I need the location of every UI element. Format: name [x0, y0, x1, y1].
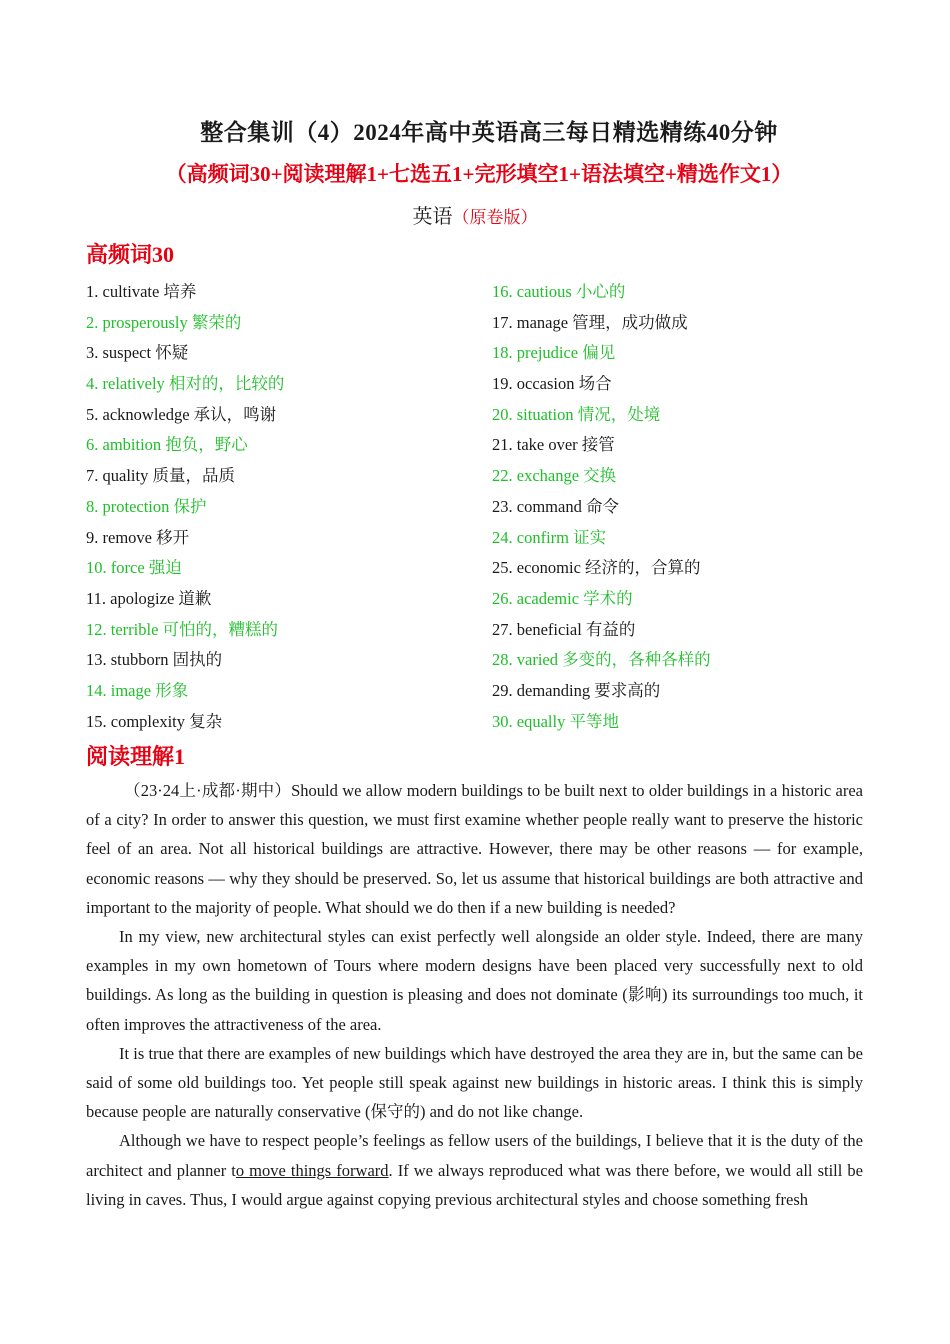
vocab-row [86, 642, 866, 673]
vocab-item: 30. equally 平等地 [492, 711, 619, 731]
vocab-item: 3. suspect 怀疑 [86, 343, 189, 363]
vocab-item: 21. take over 接管 [492, 435, 615, 455]
reading-heading: 阅读理解1 [86, 744, 186, 769]
vocab-item: 28. varied 多变的，各种各样的 [492, 650, 711, 670]
vocab-item: 17. manage 管理，成功做成 [492, 312, 688, 332]
vocab-item: 6. ambition 抱负，野心 [86, 435, 248, 455]
reading-passage [86, 776, 863, 1214]
vocab-row [86, 704, 866, 735]
vocab-row [86, 489, 866, 520]
vocab-item: 5. acknowledge 承认，鸣谢 [86, 404, 277, 424]
edition-label: （原卷版） [452, 208, 538, 227]
vocab-item: 9. remove 移开 [86, 527, 190, 547]
vocab-item: 20. situation 情况，处境 [492, 404, 661, 424]
vocab-item: 22. exchange 交换 [492, 466, 617, 486]
page-title: 整合集训（4）2024年高中英语高三每日精选精练40分钟 [200, 120, 778, 145]
vocab-item: 16. cautious 小心的 [492, 282, 626, 301]
vocab-item: 7. quality 质量，品质 [86, 466, 235, 486]
vocab-row [86, 673, 866, 704]
vocab-row [86, 397, 866, 428]
vocab-item: 27. beneficial 有益的 [492, 619, 636, 639]
vocab-item: 2. prosperously 繁荣的 [86, 312, 242, 332]
subject-label: 英语 [412, 206, 453, 228]
vocab-item: 15. complexity 复杂 [86, 711, 223, 731]
vocab-item: 11. apologize 道歉 [86, 588, 212, 608]
vocab-item: 14. image 形象 [86, 680, 189, 700]
vocab-row [86, 427, 866, 458]
vocab-item: 8. protection 保护 [86, 496, 207, 516]
vocab-item: 10. force 强迫 [86, 558, 182, 578]
paragraph-4 [86, 1126, 863, 1214]
vocab-row [86, 550, 866, 581]
vocab-item: 24. confirm 证实 [492, 527, 607, 547]
vocab-row [86, 366, 866, 397]
vocab-row [86, 581, 866, 612]
subject-line [0, 200, 950, 229]
vocab-heading: 高频词30 [86, 242, 175, 267]
vocab-item: 4. relatively 相对的，比较的 [86, 374, 285, 394]
vocab-item: 13. stubborn 固执的 [86, 650, 223, 670]
vocab-row [86, 458, 866, 489]
vocab-row [86, 274, 866, 305]
vocab-item: 29. demanding 要求高的 [492, 680, 661, 700]
vocab-row [86, 305, 866, 336]
paragraph-2: In my view, new architectural styles can exist perfectly well alongside an older style. Indeed, there are many examples in my own hometown of Tours where modern designs have been placed very successfully next to old buildings. As long as the building in question is pleasing and does not dominate (影响) its surroundings too much, it often improves the attractiveness of the area. [86, 927, 863, 1034]
paragraph-3: It is true that there are examples of new buildings which have destroyed the area they are in, but the same can be said of some old buildings too. Yet people still speak against new buildings in historic areas. I think this is simply because people are naturally conservative (保守的) and do not like change. [86, 1043, 863, 1122]
underlined-phrase: o move things forward [235, 1160, 389, 1180]
vocab-row [86, 520, 866, 551]
vocab-item: 19. occasion 场合 [492, 374, 612, 394]
vocab-list [86, 274, 866, 734]
vocab-row [86, 612, 866, 643]
paragraph-4-end: . If we always reproduced what was there before, we would all still be living in caves. Thus, I would argue against copying previous architectural styles and choose something fresh [86, 1160, 863, 1209]
paragraph-4-start: Although we have to respect people’s feelings as fellow users of the buildings, I believe that it is the duty of the architect and planner t [86, 1131, 863, 1180]
vocab-item: 18. prejudice 偏见 [492, 343, 616, 363]
paragraph-1: （23·24上·成都·期中）Should we allow modern buildings to be built next to older buildings in a historic area of a city? In order to answer this question, we must first examine whether people really want to preserve the historic feel of an area. Not all historical buildings are attractive. However, there may be other reasons — for example, economic reasons — why they should be preserved. So, let us assume that historical buildings are both attractive and important to the majority of people. What should we do then if a new building is needed? [86, 781, 863, 917]
vocab-item: 26. academic 学术的 [492, 588, 633, 608]
vocab-item: 12. terrible 可怕的，糟糕的 [86, 619, 279, 639]
vocab-item: 1. cultivate 培养 [86, 282, 197, 301]
vocab-item: 23. command 命令 [492, 496, 619, 516]
vocab-item: 25. economic 经济的，合算的 [492, 558, 701, 578]
page-subtitle: （高频词30+阅读理解1+七选五1+完形填空1+语法填空+精选作文1） [165, 162, 793, 186]
vocab-row [86, 335, 866, 366]
